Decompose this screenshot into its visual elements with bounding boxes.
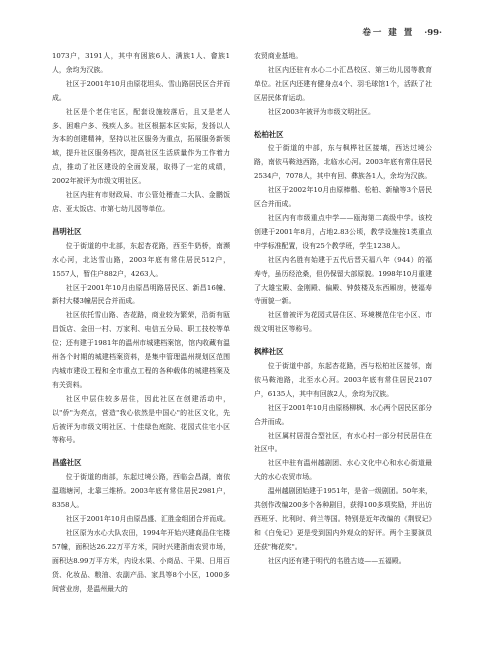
paragraph: 社区依托雪山路、杏花路，商业较为繁荣，沿街有瓯昌饭店、金田一村、万家利、电信五分局、职工技校等单位；还有建于1981年的温州市城建档案馆，馆内收藏有温州各个时期的城建档案资料，是集中管理温州规划区范围内城市建设工程和全市重点工程的各种载体的城建档案及有关资料。 xyxy=(52,311,230,389)
section-heading: 松柏社区 xyxy=(254,129,284,139)
paragraph: 社区原为水心大队农田，1994年开始兴建商品住宅楼57幢，面积达26.22万平方米，同时兴建浙南农贸市场，面积达8.99万平方米，内设水果、小商品、干果、日用百货、化妆品、粮油、农副产品、家具等8个小区，1000多间营业房，是温州最大的 xyxy=(52,528,230,593)
left-column xyxy=(52,50,230,596)
paragraph: 社区2003年被评为市级文明社区。 xyxy=(267,107,375,116)
paragraph: 温州越剧团始建于1951年，是省一级剧团。50年来，共创作改编200多个各种剧目，获得100多项奖励，并出访西班牙、比利时、荷兰等国。特别是近年改编的《荆钗记》和《白兔记》更是受到国内外观众的好评。两个主要演员还获"梅花奖"。 xyxy=(254,487,432,551)
section-heading: 昌盛社区 xyxy=(52,458,82,468)
section-heading: 枫桦社区 xyxy=(254,347,284,357)
paragraph: 社区属村居混合型社区，有水心村一部分村民居住在社区中。 xyxy=(254,431,432,454)
paragraph: 社区内还驻有水心二小汇昌校区、第三幼儿园等教育单位。社区内还建有健身点4个、羽毛球馆1个，活跃了社区居民体育运动。 xyxy=(254,65,432,102)
paragraph: 1073户，3191人，其中有困族6人、满族1人、畲族1人，余均为汉族。 xyxy=(52,52,230,74)
paragraph: 位于街道中部，东起杏花路，西与松柏社区接邻，南依马鞍池路，北至水心河。2003年底有常住居民2107户，6135人，其中有回族2人，余均为汉族。 xyxy=(254,362,432,398)
paragraph: 社区是个老住宅区，配套设施较落后，且又是老人多、困难户多、残疾人多。社区根据本区实际，发扬以人为本的创建精神，坚持以社区服务为重点，拓展服务新领域，提升社区服务档次，提高社区生活质量作为工作着力点，推动了社区建设的全面发展，取得了一定的成绩，2002年被评为市级文明社区。 xyxy=(52,107,230,186)
paragraph: 社区曾被评为花园式居住区、环境模范住宅小区、市级文明社区等称号。 xyxy=(254,311,432,334)
page-number: ·99· xyxy=(424,28,442,38)
paragraph: 社区内有市级重点中学——瓯海第二高级中学。该校创建于2001年8月，占地2.83公顷，教学设施按1类重点中学标准配置，设有25个教学班，学生1238人。 xyxy=(254,213,432,250)
paragraph: 社区中层住较多居住，因此社区在创建活动中，以"侨"为亮点，营造"我心依然是中国心"的社区文化，先后被评为市级文明社区、十佳绿色庭院、花园式住宅小区等称号。 xyxy=(52,394,230,445)
paragraph: 社区中驻有温州越剧团、水心文化中心和水心街道最大的水心农贸市场。 xyxy=(254,459,432,482)
right-column xyxy=(254,50,432,569)
paragraph: 农贸商业基地。 xyxy=(254,52,303,60)
paragraph: 位于街道的中北部，东起杏花路，西至牛奶桥，南濒水心河，北达雪山路，2003年底有常住居民512户，1557人，暂住户882户，4263人。 xyxy=(52,241,230,278)
section-title: 卷一 建 置 xyxy=(362,28,415,38)
paragraph: 社区于2001年10月由原杨柳枫、水心两个居民区部分合并而成。 xyxy=(254,403,432,426)
paragraph: 社区内还有建于明代的名胜古迹——五福殿。 xyxy=(267,556,406,565)
paragraph: 社区内驻有市财政局、市公管处稽查二大队、金鹏饭店、亚太饭店、市第七幼儿园等单位。 xyxy=(52,191,230,213)
paragraph: 社区于2001年10月由原花坦头、雪山路居民区合并而成。 xyxy=(52,79,230,102)
section-heading: 昌明社区 xyxy=(52,226,82,236)
paragraph: 位于街道的中部，东与枫桦社区接壤，西达过境公路，南依马鞍池西路，北临水心河。2003年底有常住居民2534户，7078人，其中有回、彝族各1人，余均为汉族。 xyxy=(254,144,432,181)
paragraph: 社区于2001年10月由原昌盛、汇胜金组团合并而成。 xyxy=(65,515,230,523)
paragraph: 位于街道的南部，东起过境公路，西临会昌湖，南依温瑞塘河，北靠三维桥。2003年底有常住居民2981户，8358人。 xyxy=(52,473,230,510)
paragraph: 社区于2002年10月由原棒楷、松柏、新榆等3个居民区合并而成。 xyxy=(254,186,432,209)
running-header xyxy=(362,26,442,38)
paragraph: 社区于2001年10月由原昌明路居民区、新昌16幢、新村大楼3幢居民合并而成。 xyxy=(52,283,230,306)
paragraph: 社区内名胜有始建于五代后晋天福八年（944）的福寿寺，虽历经沧桑，但仍保留大部原貌。1998年10月重建了大雄宝殿、金刚殿、偏殿、钟鼓楼及东西厢房，使福寿寺面貌一新。 xyxy=(254,255,432,306)
